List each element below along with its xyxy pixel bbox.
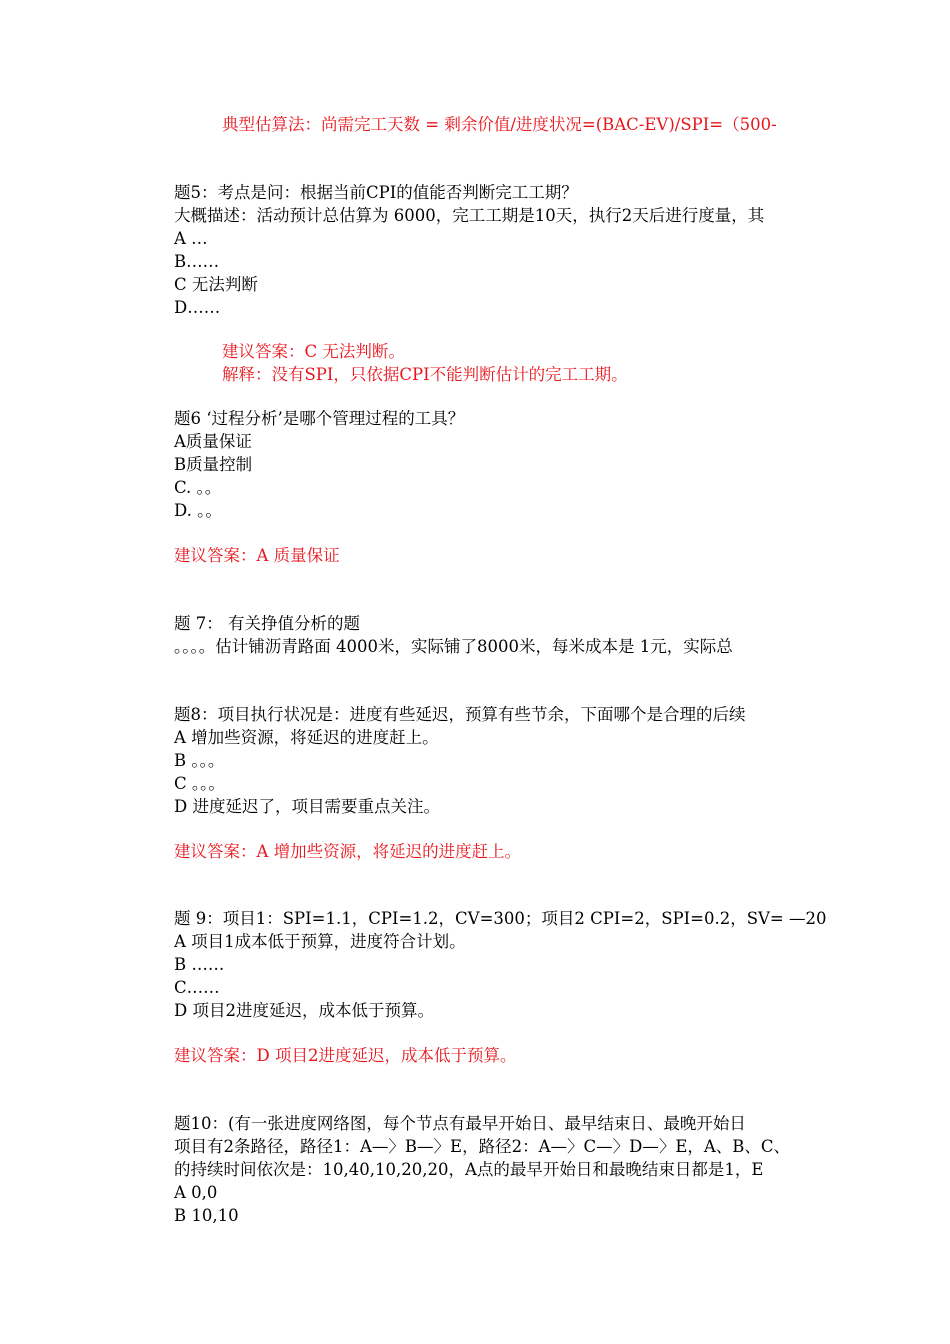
q6-title: 题6 ‘过程分析’是哪个管理过程的工具？ <box>174 409 465 428</box>
q8-option-c: C 。。。 <box>174 774 225 793</box>
q7-description: 。。。。估计铺沥青路面 4000米，实际铺了8000米，每米成本是 1元，实际总 <box>174 637 733 656</box>
q10-line-3: 的持续时间依次是：10,40,10,20,20，A点的最早开始日和最晚结束日都是1，E <box>174 1160 764 1179</box>
q9-answer-block <box>174 1044 836 1067</box>
q5-option-c: C 无法判断 <box>174 275 258 294</box>
q6-answer-block <box>174 544 836 567</box>
question-10 <box>174 1112 836 1227</box>
q8-option-b: B 。。。 <box>174 751 225 770</box>
q10-option-b: B 10,10 <box>174 1206 239 1225</box>
q10-line-1: 题10：(有一张进度网络图，每个节点有最早开始日、最早结束日、最晚开始日 <box>174 1114 746 1133</box>
q6-option-b: B质量控制 <box>174 455 253 474</box>
question-5 <box>174 181 836 319</box>
q10-line-2: 项目有2条路径，路径1：A—〉B—〉E，路径2：A—〉C—〉D—〉E，A、B、C、 <box>174 1137 791 1156</box>
q8-answer: 建议答案：A 增加些资源，将延迟的进度赶上。 <box>174 842 522 861</box>
q9-title: 题 9：项目1：SPI=1.1，CPI=1.2，CV=300；项目2 CPI=2，SPI=0.2，SV= —20 <box>174 909 827 928</box>
q6-option-d: D. 。。 <box>174 501 222 520</box>
q4-formula: 典型估算法：尚需完工天数 = 剩余价值/进度状况=(BAC-EV)/SPI=（500- <box>222 115 777 134</box>
q4-formula-block <box>174 113 836 136</box>
q6-option-c: C. 。。 <box>174 478 222 497</box>
q7-title: 题 7： 有关挣值分析的题 <box>174 614 360 633</box>
q8-answer-block <box>174 840 836 863</box>
question-6 <box>174 407 836 522</box>
q8-option-d: D 进度延迟了，项目需要重点关注。 <box>174 797 440 816</box>
q5-title: 题5：考点是问：根据当前CPI的值能否判断完工工期？ <box>174 183 578 202</box>
q8-option-a: A 增加些资源，将延迟的进度赶上。 <box>174 728 439 747</box>
q9-option-b: B …… <box>174 955 225 974</box>
q8-title: 题8：项目执行状况是：进度有些延迟，预算有些节余，下面哪个是合理的后续 <box>174 705 746 724</box>
q9-answer: 建议答案：D 项目2进度延迟，成本低于预算。 <box>174 1046 517 1065</box>
q5-option-b: B…… <box>174 252 220 271</box>
q9-option-c: C…… <box>174 978 220 997</box>
question-9 <box>174 907 836 1022</box>
q9-option-d: D 项目2进度延迟，成本低于预算。 <box>174 1001 434 1020</box>
question-8 <box>174 703 836 818</box>
question-7 <box>174 612 836 658</box>
q10-option-a: A 0,0 <box>174 1183 218 1202</box>
q5-answer: 建议答案：C 无法判断。 <box>222 342 405 361</box>
q5-description: 大概描述：活动预计总估算为 6000，完工工期是10天，执行2天后进行度量，其 <box>174 206 765 225</box>
q6-answer: 建议答案：A 质量保证 <box>174 546 340 565</box>
q9-option-a: A 项目1成本低于预算，进度符合计划。 <box>174 932 466 951</box>
q5-explanation: 解释：没有SPI，只依据CPI不能判断估计的完工工期。 <box>222 365 628 384</box>
q6-option-a: A质量保证 <box>174 432 252 451</box>
q5-option-a: A … <box>174 229 208 248</box>
q5-option-d: D…… <box>174 298 221 317</box>
q5-answer-block <box>174 340 836 386</box>
